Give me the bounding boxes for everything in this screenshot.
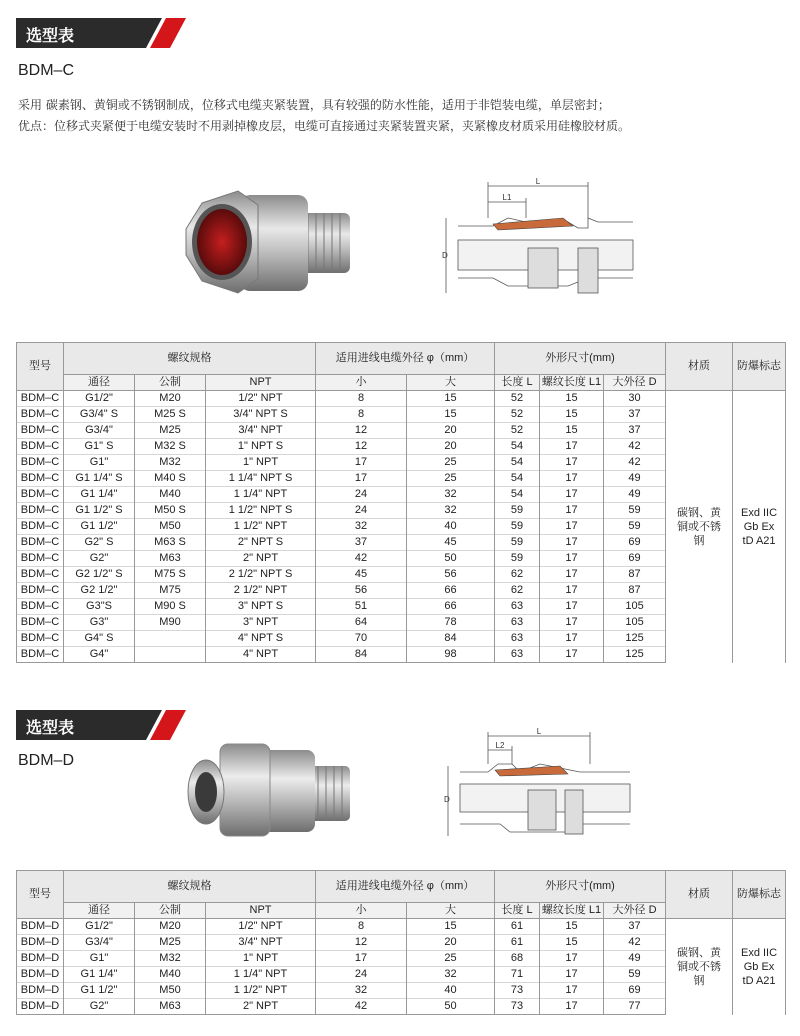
spec-table	[16, 342, 786, 663]
header-material: 材质	[666, 871, 733, 919]
table-cell: 17	[540, 439, 604, 455]
table-cell: 15	[407, 407, 495, 423]
table-cell: 1/2" NPT	[206, 391, 316, 407]
table-cell: 32	[407, 487, 495, 503]
table-cell: 64	[316, 615, 407, 631]
table-cell: M32	[135, 951, 206, 967]
technical-drawing	[438, 178, 638, 303]
subheader: 大外径 D	[604, 375, 666, 391]
table-cell: 17	[540, 503, 604, 519]
table-cell: 84	[316, 647, 407, 663]
table-cell: 1 1/2" NPT	[206, 983, 316, 999]
header-explosion: 防爆标志	[733, 343, 786, 391]
subheader: NPT	[206, 375, 316, 391]
table-cell: 1 1/2" NPT S	[206, 503, 316, 519]
table-cell: 3" NPT S	[206, 599, 316, 615]
table-cell: G1 1/4"	[64, 487, 135, 503]
table-cell: G1"	[64, 951, 135, 967]
table-cell: 17	[540, 455, 604, 471]
table-cell: 62	[495, 567, 540, 583]
table-cell: 49	[604, 951, 666, 967]
header-type: 型号	[17, 871, 64, 919]
table-cell: 45	[316, 567, 407, 583]
subheader: 长度 L	[495, 375, 540, 391]
table-cell: BDM–D	[17, 999, 64, 1015]
table-body	[17, 919, 786, 1015]
table-cell: 42	[604, 935, 666, 951]
explosion-mark-cell: Exd IIC Gb Ex tD A21	[733, 391, 786, 663]
table-cell: 42	[316, 999, 407, 1015]
dim-label-l: L	[535, 178, 541, 186]
table-cell: 54	[495, 455, 540, 471]
section-banner	[16, 18, 186, 48]
table-cell: G1 1/2"	[64, 983, 135, 999]
table-cell: 17	[540, 551, 604, 567]
dim-label-l2: L2	[495, 741, 505, 750]
table-cell: BDM–D	[17, 919, 64, 935]
table-cell: 54	[495, 439, 540, 455]
table-cell: 87	[604, 567, 666, 583]
table-cell: 59	[495, 519, 540, 535]
subheader: 公制	[135, 903, 206, 919]
table-cell: 15	[540, 919, 604, 935]
table-cell: 66	[407, 583, 495, 599]
table-cell: M90 S	[135, 599, 206, 615]
table-cell: 73	[495, 999, 540, 1015]
table-cell: BDM–C	[17, 423, 64, 439]
table-cell: BDM–C	[17, 551, 64, 567]
table-cell: G1/2"	[64, 391, 135, 407]
table-cell: G1 1/2"	[64, 519, 135, 535]
table-cell	[135, 631, 206, 647]
table-cell: 15	[407, 919, 495, 935]
table-cell: G1/2"	[64, 919, 135, 935]
table-cell: G3"	[64, 615, 135, 631]
table-cell: 105	[604, 615, 666, 631]
table-cell: 49	[604, 471, 666, 487]
table-cell: 17	[540, 471, 604, 487]
table-cell: 30	[604, 391, 666, 407]
table-cell: G4" S	[64, 631, 135, 647]
table-cell: 20	[407, 423, 495, 439]
table-cell: 1" NPT	[206, 455, 316, 471]
table-cell: 66	[407, 599, 495, 615]
table-cell: G2"	[64, 999, 135, 1015]
subheader: 螺纹长度 L1	[540, 903, 604, 919]
table-cell: 63	[495, 647, 540, 663]
table-cell: BDM–D	[17, 951, 64, 967]
table-cell: 56	[407, 567, 495, 583]
table-cell: 54	[495, 487, 540, 503]
table-cell: 40	[407, 983, 495, 999]
table-cell: BDM–D	[17, 967, 64, 983]
table-cell: BDM–C	[17, 583, 64, 599]
table-cell: G4"	[64, 647, 135, 663]
subheader: 小	[316, 375, 407, 391]
table-cell: M25	[135, 935, 206, 951]
table-cell: 1" NPT	[206, 951, 316, 967]
table-cell: 17	[316, 471, 407, 487]
table-cell: G2"	[64, 551, 135, 567]
table-cell: G2 1/2" S	[64, 567, 135, 583]
table-cell: 125	[604, 631, 666, 647]
table-cell: M63	[135, 551, 206, 567]
table-cell: 59	[604, 967, 666, 983]
table-cell: G2" S	[64, 535, 135, 551]
table-cell: M50	[135, 983, 206, 999]
table-cell: 50	[407, 999, 495, 1015]
table-cell: 73	[495, 983, 540, 999]
material-cell: 碳钢、黄铜或不锈钢	[666, 391, 733, 663]
table-row	[17, 391, 786, 407]
table-cell: BDM–C	[17, 391, 64, 407]
table-cell: 52	[495, 407, 540, 423]
product-photo	[180, 185, 360, 300]
table-cell: 1/2" NPT	[206, 919, 316, 935]
table-cell: 59	[495, 503, 540, 519]
subheader: 通径	[64, 375, 135, 391]
table-cell: 17	[540, 951, 604, 967]
table-cell: BDM–C	[17, 519, 64, 535]
table-cell: 25	[407, 471, 495, 487]
table-cell: 56	[316, 583, 407, 599]
table-cell: 37	[604, 423, 666, 439]
table-cell: 17	[540, 967, 604, 983]
table-cell: 42	[604, 455, 666, 471]
table-cell: 2" NPT S	[206, 535, 316, 551]
table-cell: 17	[540, 647, 604, 663]
table-cell: 8	[316, 391, 407, 407]
table-cell: 54	[495, 471, 540, 487]
table-cell: 78	[407, 615, 495, 631]
table-cell: 69	[604, 551, 666, 567]
table-cell: 63	[495, 599, 540, 615]
dim-label-d: D	[444, 795, 450, 804]
subheader: 大外径 D	[604, 903, 666, 919]
table-cell: 17	[540, 983, 604, 999]
table-cell: 51	[316, 599, 407, 615]
table-cell: 1 1/4" NPT	[206, 487, 316, 503]
table-cell: G3"S	[64, 599, 135, 615]
table-cell: 37	[604, 919, 666, 935]
table-cell: 15	[540, 391, 604, 407]
table-cell: BDM–D	[17, 983, 64, 999]
table-cell: 40	[407, 519, 495, 535]
table-cell: M40	[135, 487, 206, 503]
table-cell: 71	[495, 967, 540, 983]
table-cell: 63	[495, 615, 540, 631]
subheader: 长度 L	[495, 903, 540, 919]
table-cell: 42	[604, 439, 666, 455]
banner-title: 选型表	[26, 26, 75, 45]
header-explosion: 防爆标志	[733, 871, 786, 919]
table-cell: G3/4"	[64, 935, 135, 951]
table-cell: 69	[604, 535, 666, 551]
table-cell: 2" NPT	[206, 551, 316, 567]
table-cell	[135, 647, 206, 663]
table-cell: M75 S	[135, 567, 206, 583]
table-cell: BDM–C	[17, 599, 64, 615]
table-cell: 1 1/2" NPT	[206, 519, 316, 535]
table-cell: BDM–C	[17, 503, 64, 519]
table-cell: BDM–C	[17, 439, 64, 455]
table-cell: 70	[316, 631, 407, 647]
table-cell: 17	[540, 487, 604, 503]
explosion-mark-cell: Exd IIC Gb Ex tD A21	[733, 919, 786, 1015]
subheader: 大	[407, 903, 495, 919]
table-cell: 1 1/4" NPT	[206, 967, 316, 983]
table-cell: 15	[540, 935, 604, 951]
table-cell: 52	[495, 391, 540, 407]
table-cell: G1 1/4" S	[64, 471, 135, 487]
model-name: BDM–C	[18, 62, 75, 79]
table-cell: 4" NPT	[206, 647, 316, 663]
table-cell: 2" NPT	[206, 999, 316, 1015]
table-cell: M20	[135, 391, 206, 407]
table-cell: 68	[495, 951, 540, 967]
table-cell: BDM–C	[17, 455, 64, 471]
header-dims: 外形尺寸(mm)	[495, 871, 666, 903]
table-cell: BDM–C	[17, 471, 64, 487]
header-material: 材质	[666, 343, 733, 391]
table-cell: 2 1/2" NPT S	[206, 567, 316, 583]
table-cell: M25	[135, 423, 206, 439]
description-line: 采用 碳素钢、黄铜或不锈钢制成，位移式电缆夹紧装置，具有较强的防水性能，适用于非铠装电缆，单层密封；	[18, 98, 610, 112]
table-cell: 63	[495, 631, 540, 647]
technical-drawing	[440, 728, 640, 843]
table-cell: 42	[316, 551, 407, 567]
table-cell: 17	[540, 567, 604, 583]
subheader: NPT	[206, 903, 316, 919]
table-cell: 20	[407, 935, 495, 951]
table-cell: 49	[604, 487, 666, 503]
table-cell: 12	[316, 439, 407, 455]
table-cell: 59	[495, 551, 540, 567]
table-cell: 98	[407, 647, 495, 663]
table-cell: BDM–C	[17, 615, 64, 631]
table-cell: 59	[604, 519, 666, 535]
table-cell: 61	[495, 935, 540, 951]
table-cell: M50	[135, 519, 206, 535]
product-photo	[180, 738, 360, 843]
table-cell: 24	[316, 487, 407, 503]
header-cable: 适用进线电缆外径 φ（mm）	[316, 343, 495, 375]
table-cell: 50	[407, 551, 495, 567]
table-cell: 24	[316, 503, 407, 519]
table-cell: M40	[135, 967, 206, 983]
table-cell: 59	[495, 535, 540, 551]
table-cell: 17	[540, 599, 604, 615]
dim-label-l: L	[536, 728, 542, 736]
table-cell: 87	[604, 583, 666, 599]
table-cell: 84	[407, 631, 495, 647]
table-cell: BDM–C	[17, 567, 64, 583]
table-cell: 12	[316, 423, 407, 439]
table-cell: 77	[604, 999, 666, 1015]
table-cell: G1 1/4"	[64, 967, 135, 983]
header-thread: 螺纹规格	[64, 871, 316, 903]
table-cell: M50 S	[135, 503, 206, 519]
table-cell: 3/4" NPT S	[206, 407, 316, 423]
banner-title: 选型表	[26, 718, 75, 737]
table-cell: 17	[540, 535, 604, 551]
table-cell: G3/4"	[64, 423, 135, 439]
table-cell: 32	[407, 967, 495, 983]
table-body	[17, 391, 786, 663]
table-cell: 3/4" NPT	[206, 935, 316, 951]
subheader: 小	[316, 903, 407, 919]
table-row	[17, 919, 786, 935]
table-cell: 59	[604, 503, 666, 519]
model-name: BDM–D	[18, 752, 75, 769]
table-cell: 45	[407, 535, 495, 551]
table-cell: BDM–D	[17, 935, 64, 951]
table-cell: 69	[604, 983, 666, 999]
table-cell: 15	[407, 391, 495, 407]
table-cell: 17	[540, 631, 604, 647]
table-cell: 52	[495, 423, 540, 439]
table-cell: 12	[316, 935, 407, 951]
table-cell: BDM–C	[17, 407, 64, 423]
table-cell: G2 1/2"	[64, 583, 135, 599]
table-cell: 4" NPT S	[206, 631, 316, 647]
table-cell: 2 1/2" NPT	[206, 583, 316, 599]
section-banner	[16, 710, 186, 740]
table-cell: 17	[316, 951, 407, 967]
table-cell: M20	[135, 919, 206, 935]
material-cell: 碳钢、黄铜或不锈钢	[666, 919, 733, 1015]
header-thread: 螺纹规格	[64, 343, 316, 375]
spec-table	[16, 870, 786, 1015]
subheader: 螺纹长度 L1	[540, 375, 604, 391]
table-cell: 24	[316, 967, 407, 983]
table-cell: 105	[604, 599, 666, 615]
table-cell: M63 S	[135, 535, 206, 551]
table-cell: 1 1/4" NPT S	[206, 471, 316, 487]
dim-label-l1: L1	[502, 193, 512, 202]
table-cell: M63	[135, 999, 206, 1015]
table-cell: 32	[316, 983, 407, 999]
table-cell: M75	[135, 583, 206, 599]
table-cell: 15	[540, 423, 604, 439]
table-cell: 8	[316, 919, 407, 935]
table-cell: M90	[135, 615, 206, 631]
table-cell: M25 S	[135, 407, 206, 423]
table-cell: M32	[135, 455, 206, 471]
table-cell: BDM–C	[17, 487, 64, 503]
table-cell: M32 S	[135, 439, 206, 455]
table-cell: 20	[407, 439, 495, 455]
table-cell: G1 1/2" S	[64, 503, 135, 519]
table-cell: 32	[407, 503, 495, 519]
table-cell: 3" NPT	[206, 615, 316, 631]
table-cell: 61	[495, 919, 540, 935]
table-cell: 17	[316, 455, 407, 471]
table-cell: G3/4" S	[64, 407, 135, 423]
table-cell: 37	[316, 535, 407, 551]
subheader: 公制	[135, 375, 206, 391]
table-cell: 62	[495, 583, 540, 599]
table-cell: G1" S	[64, 439, 135, 455]
header-cable: 适用进线电缆外径 φ（mm）	[316, 871, 495, 903]
table-cell: 15	[540, 407, 604, 423]
table-cell: BDM–C	[17, 631, 64, 647]
table-cell: 32	[316, 519, 407, 535]
table-cell: 17	[540, 583, 604, 599]
description-line: 优点：位移式夹紧便于电缆安装时不用剥掉橡皮层，电缆可直接通过夹紧装置夹紧，夹紧橡皮材质采用硅橡胶材质。	[18, 119, 631, 133]
subheader: 通径	[64, 903, 135, 919]
table-cell: G1"	[64, 455, 135, 471]
table-cell: 3/4" NPT	[206, 423, 316, 439]
table-cell: BDM–C	[17, 647, 64, 663]
table-cell: M40 S	[135, 471, 206, 487]
table-cell: 1" NPT S	[206, 439, 316, 455]
table-cell: 17	[540, 999, 604, 1015]
table-cell: 25	[407, 455, 495, 471]
table-cell: 125	[604, 647, 666, 663]
table-cell: 17	[540, 519, 604, 535]
header-type: 型号	[17, 343, 64, 391]
table-cell: 17	[540, 615, 604, 631]
table-cell: BDM–C	[17, 535, 64, 551]
table-cell: 37	[604, 407, 666, 423]
table-cell: 8	[316, 407, 407, 423]
table-cell: 25	[407, 951, 495, 967]
header-dims: 外形尺寸(mm)	[495, 343, 666, 375]
dim-label-d: D	[442, 251, 448, 260]
subheader: 大	[407, 375, 495, 391]
